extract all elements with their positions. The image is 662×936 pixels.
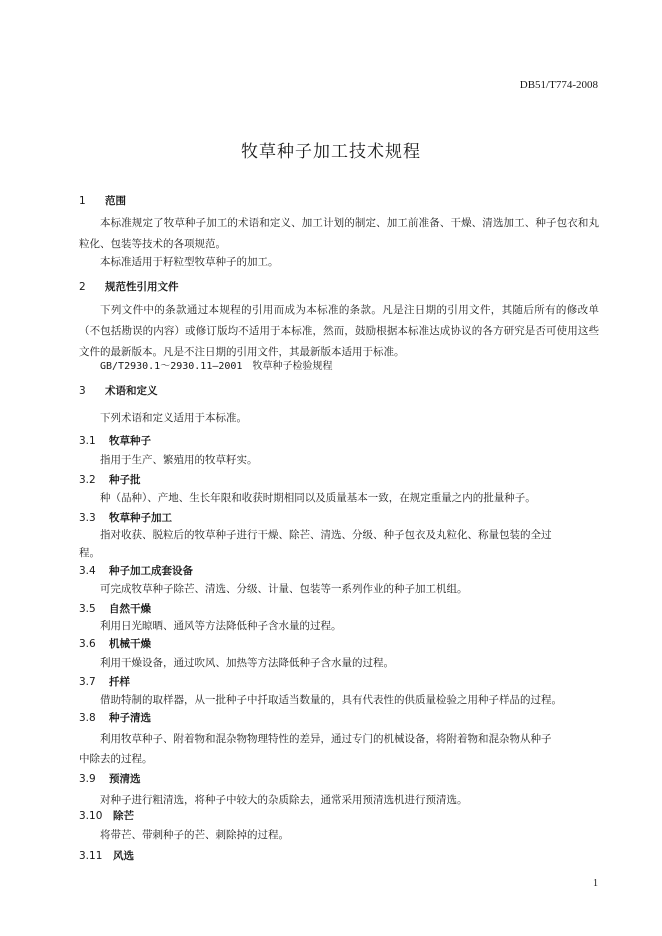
section-1-paragraph-2: 本标准适用于籽粒型牧草种子的加工。: [100, 256, 279, 268]
document-number: DB51/T774-2008: [519, 79, 598, 91]
term-number: 3.1: [79, 435, 96, 447]
section-2-paragraph: 下列文件中的条款通过本规程的引用而成为本标准的条款。凡是注日期的引用文件，其随后所有的修改单（不包括勘误的内容）或修订版均不适用于本标准，然而，鼓励根据本标准达成协议的各方研究是否可使用这些文件的最新版本。凡是不注日期的引用文件，其最新版本适用于标准。: [79, 304, 599, 358]
section-2-heading: [79, 279, 179, 294]
term-definition: 利用日光晾晒、通风等方法降低种子含水量的过程。: [100, 620, 342, 632]
term-title: 预清选: [109, 773, 141, 785]
term-definition: 种（品种）、产地、生长年限和收获时期相同以及质量基本一致，在规定重量之内的批量种子。: [100, 492, 536, 504]
section-number: 1: [79, 195, 86, 207]
term-definition: 利用牧草种子、附着物和混杂物物理特性的差异，通过专门的机械设备，将附着物和混杂物从种子: [100, 733, 552, 745]
normative-reference: GB/T2930.1～2930.11—2001 牧草种子检验规程: [100, 361, 333, 372]
term-title: 牧草种子加工: [109, 512, 172, 524]
term-heading: [79, 771, 141, 786]
term-definition: 可完成牧草种子除芒、清选、分级、计量、包装等一系列作业的种子加工机组。: [100, 583, 468, 595]
section-3-intro: 下列术语和定义适用于本标准。: [100, 412, 247, 424]
section-number: 3: [79, 385, 86, 397]
term-number: 3.3: [79, 512, 96, 524]
term-heading: [79, 472, 141, 487]
term-heading: [79, 510, 172, 525]
term-definition: 对种子进行粗清选，将种子中较大的杂质除去，通常采用预清选机进行预清选。: [100, 794, 468, 806]
term-number: 3.5: [79, 603, 96, 615]
page-number: 1: [593, 878, 598, 889]
term-title: 牧草种子: [109, 435, 151, 447]
term-title: 风选: [113, 850, 134, 862]
term-definition-continued: 中除去的过程。: [79, 753, 153, 765]
term-heading: [79, 848, 134, 863]
term-title: 种子加工成套设备: [109, 565, 193, 577]
term-definition: 借助特制的取样器，从一批种子中扦取适当数量的，具有代表性的供质量检验之用种子样品的过程。: [100, 694, 562, 706]
term-number: 3.7: [79, 676, 96, 688]
term-definition: 指对收获、脱粒后的牧草种子进行干燥、除芒、清选、分级、种子包衣及丸粒化、称量包装的全过: [100, 529, 552, 541]
term-heading: [79, 433, 151, 448]
term-definition: 指用于生产、繁殖用的牧草籽实。: [100, 454, 258, 466]
term-number: 3.11: [79, 850, 103, 862]
section-title: 规范性引用文件: [105, 281, 179, 293]
section-title: 术语和定义: [105, 385, 158, 397]
term-title: 除芒: [113, 810, 134, 822]
term-heading: [79, 636, 151, 651]
section-3-heading: [79, 383, 158, 398]
term-heading: [79, 710, 151, 725]
term-title: 自然干燥: [109, 603, 151, 615]
term-number: 3.10: [79, 810, 103, 822]
term-title: 机械干燥: [109, 638, 151, 650]
section-1-paragraph-1: 本标准规定了牧草种子加工的术语和定义、加工计划的制定、加工前准备、干燥、清选加工、种子包衣和丸粒化、包装等技术的各项规范。: [79, 217, 599, 250]
term-definition-continued: 程。: [79, 547, 100, 559]
term-number: 3.6: [79, 638, 96, 650]
term-title: 扦样: [109, 676, 130, 688]
term-heading: [79, 601, 151, 616]
section-title: 范围: [105, 195, 126, 207]
term-number: 3.8: [79, 712, 96, 724]
term-number: 3.2: [79, 474, 96, 486]
section-number: 2: [79, 281, 86, 293]
term-heading: [79, 674, 130, 689]
term-definition: 将带芒、带刺种子的芒、刺除掉的过程。: [100, 829, 289, 841]
section-1-heading: [79, 193, 126, 208]
term-number: 3.4: [79, 565, 96, 577]
term-heading: [79, 563, 193, 578]
term-title: 种子清选: [109, 712, 151, 724]
page-title: 牧草种子加工技术规程: [241, 142, 421, 162]
term-title: 种子批: [109, 474, 141, 486]
term-heading: [79, 808, 134, 823]
term-number: 3.9: [79, 773, 96, 785]
term-definition: 利用干燥设备，通过吹风、加热等方法降低种子含水量的过程。: [100, 657, 394, 669]
